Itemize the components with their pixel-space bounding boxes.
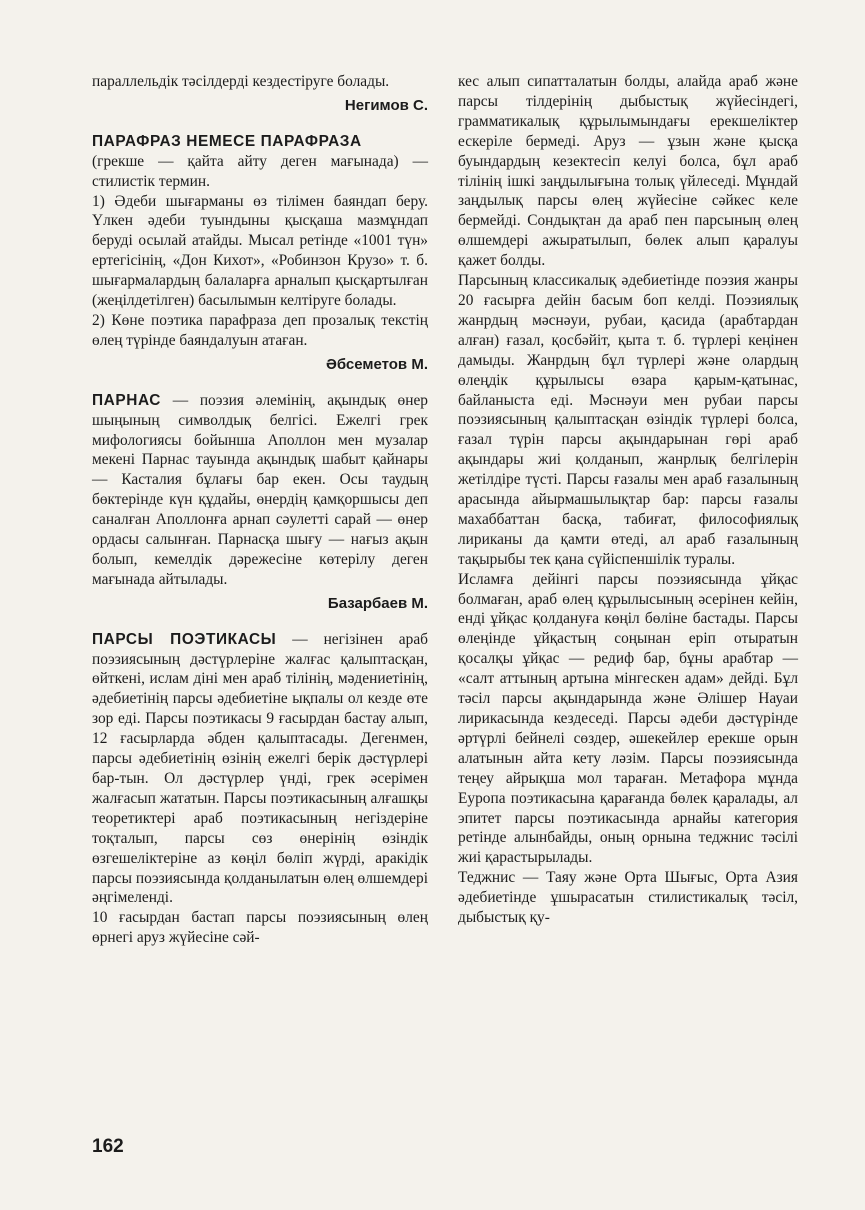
continuation-text: параллельдік тәсілдерді кездестіруге болады.	[92, 73, 390, 90]
author-signature: Негимов С.	[344, 96, 428, 114]
author-signature: Әбсеметов М.	[325, 355, 428, 373]
paragraph: Исламға дейінгі парсы поэзиясында ұйқас болмаған, араб өлең құрылысының әсерінен кейін, енді ұйқас қолдануға көңіл бөліне бастады. Парсы өлеңінде ұйқастың соңынан еріп отыратын қосалқы ұйқас — редиф бар, бұны арабтар — «салт аттының артына мінгескен адам» дейді. Бұл тәсіл парсы ақындарында және Әлішер Науаи лирикасында кездеседі. Парсы әдеби дәстүрінде әртүрлі бейнелі сөздер, әшекейлер ерекше орын алатынын айта кету ләзім. Парсы поэзиясында теңеу айрықша мол тараған. Метафора мұнда Еуропа поэтикасына қарағанда бөлек қаралады, ал эпитет парсы поэтикасында арнайы категория ретінде алынбайды, оның орнына теджнис тәсілі жиі қарастырылады.	[458, 570, 798, 867]
entry-parnas-title: ПАРНАС	[92, 391, 162, 409]
entry-parafraz-title: ПАРАФРАЗ НЕМЕСЕ ПАРАФРАЗА	[92, 132, 362, 150]
paragraph: 10 ғасырдан бастап парсы поэзиясының өлең өрнегі аруз жүйесіне сәй-	[92, 909, 428, 947]
author-signature: Базарбаев М.	[327, 594, 428, 612]
entry-parsy-text: — негізінен араб поэзиясының дәстүрлеріне жалғас қалыптасқан, өйткені, ислам діні мен араб тілінің, мәдениетінің, әдебиетінің парсы әдебиетіне ықпалы ол кезде өте зор еді. Парсы поэтикасы 9 ғасырдан бастау алып, 12 ғасырларда әбден қалыптасады. Дегенмен, парсы әдебиетінің өзінің ежелгі берік дәстүрлері бар-тын. Ол дәстүрлер үнді, грек әсерімен жалғасып жататын. Парсы поэтикасының алғашқы теоретиктері араб поэтикасының негіздеріне тоқталып, парсы сөз өнерінің өзіндік өзгешеліктеріне аз көңіл бөліп жүрді, аракідік парсы поэзиясында қолданылатын өлең өлшемдері әңгімеленді.	[92, 630, 428, 907]
entry-parafraz-sense-1: 1) Әдеби шығарманы өз тілімен баяндап беру. Үлкен әдеби туындыны қысқаша мазмұндап беруді осылай атайды. Мысал ретінде «1001 түн» ертегісінің, «Дон Кихот», «Робинзон Крузо» т. б. шығармалардың балаларға арналып қысқартылған (жеңілдетілген) басылымын келтіруге болады.	[92, 192, 428, 310]
paragraph: Теджнис — Таяу және Орта Шығыс, Орта Азия әдебиетінде ұшырасатын стилистикалық тәсіл, дыбыстық қу-	[458, 869, 798, 927]
left-column	[92, 72, 428, 948]
entry-parnas-text: — поэзия әлемінің, ақындық өнер шыңының символдық белгісі. Ежелгі грек мифологиясы бойынша Аполлон мен музалар мекені Парнас тауында ақындық шабыт қайнары — Касталия бұлағы бар екен. Осы таудың бөктерінде күн құдайы, өнердің қамқоршысы деп саналған Аполлонға арнап сәулетті сарай — өнер ордасы салынған. Парнасқа шығу — нағыз ақын болып, кемелдік дәрежесіне көтерілу деген мағынада айтылады.	[92, 391, 428, 588]
entry-parsy-poetikasy	[92, 630, 428, 909]
right-column	[458, 72, 798, 928]
entry-parafraz-definition: (грекше — қайта айту деген мағынада) — стилистік термин.	[92, 152, 428, 190]
paragraph: кес алып сипатталатын болды, алайда араб және парсы тілдерінің дыбыстық жүйесіндегі, грамматикалық құрылымындағы ерекшеліктер ескеріле бермеді. Аруз — ұзын және қысқа буындардың кезектесіп келуі болса, бұл араб тілінің ішкі заңдылығына толық үйлеседі. Мұндай заңдылық парсы өлең жүйесіне сәйкес келе бермейді. Сондықтан да араб пен парсының өлең өлшемдері ажыратылып, бөлек алып қаралуы қажет болды.	[458, 73, 798, 270]
entry-parsy-title: ПАРСЫ ПОЭТИКАСЫ	[92, 630, 277, 648]
page-number: 162	[92, 1136, 124, 1157]
paragraph: Парсының классикалық әдебиетінде поэзия жанры 20 ғасырға дейін басым боп келді. Поэзиялық жанрдың мәснәуи, рубаи, қасида (арабтардан алған) ғазал, қосбәйіт, қыта т. б. түрлері кеңінен дамыды. Жанрдың бұл түрлері және олардың өлеңдік құрылысы өзара қарым-қатынас, байланыста еді. Мәснәуи мен рубаи парсы поэзиясының қалыптасқан өзіндік түрлері болса, ғазал түрін парсы ақындарынан гөрі араб ақындары жиі қолданып, жанрлық белгілерін жетілдіре түсті. Парсы ғазалы мен араб ғазалының арасында айырмашылықтар бар: парсы ғазалы махаббаттан басқа, табиғат, философиялық лириканы да қамти өтеді, ал араб ғазалының тақырыбы тек қана сүйіспеншілік туралы.	[458, 272, 798, 568]
entry-parafraz-sense-2: 2) Көне поэтика парафраза деп прозалық текстің өлең түрінде баяндалуын атаған.	[92, 311, 428, 349]
entry-parnas	[92, 391, 428, 590]
